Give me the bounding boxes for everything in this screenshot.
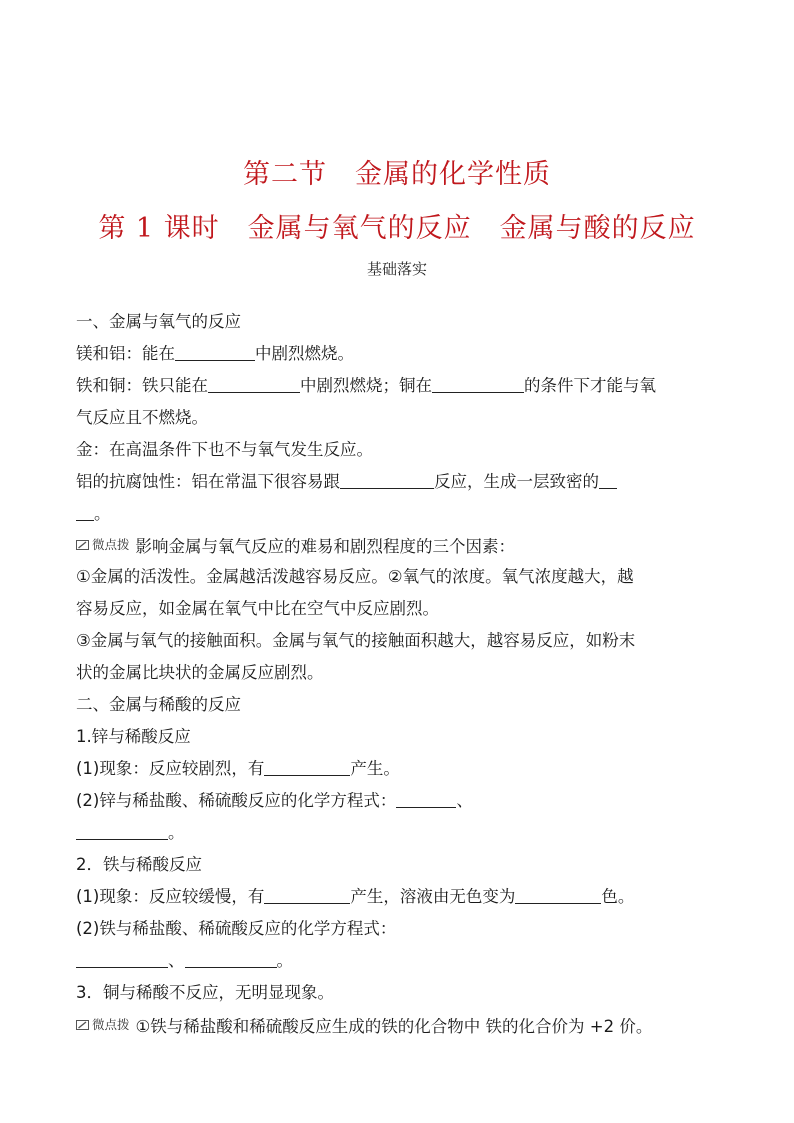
tip1-p1b: 容易反应，如金属在氧气中比在空气中反应剧烈。 — [76, 599, 439, 618]
iron-observation — [76, 886, 724, 908]
tip-badge — [76, 534, 130, 556]
answer-blank[interactable] — [396, 791, 456, 808]
mg-al-text-b: 中剧烈燃烧。 — [255, 344, 354, 363]
zinc-eq-text: (2)锌与稀盐酸、稀硫酸反应的化学方程式： — [76, 791, 397, 810]
tip-label: 微点拨 — [92, 537, 130, 552]
iron-obs-text-a: (1)现象：反应较缓慢，有 — [76, 887, 265, 906]
iron-eq-sep: 、 — [168, 951, 185, 970]
al-end: 。 — [94, 504, 111, 523]
lesson-title — [0, 206, 794, 245]
mg-al-line — [76, 343, 724, 365]
tip1-p1a: ①金属的活泼性。金属越活泼越容易反应。②氧气的浓度。氧气浓度越大，越 — [76, 567, 634, 586]
tip1-p2b: 状的金属比块状的金属反应剧烈。 — [76, 663, 324, 682]
answer-blank[interactable] — [76, 504, 94, 521]
al-line — [76, 471, 724, 493]
subtitle: 基础落实 — [366, 260, 427, 278]
zinc-title: 1.锌与稀酸反应 — [76, 727, 191, 746]
iron-title: 2．铁与稀酸反应 — [76, 855, 202, 874]
gold-line: 金：在高温条件下也不与氧气发生反应。 — [76, 440, 373, 459]
pencil-icon — [76, 1019, 90, 1031]
answer-blank[interactable] — [599, 472, 617, 489]
answer-blank[interactable] — [432, 376, 524, 393]
answer-blank[interactable] — [76, 951, 168, 968]
answer-blank[interactable] — [76, 823, 168, 840]
answer-blank[interactable] — [264, 759, 350, 776]
mg-al-text-a: 镁和铝：能在 — [76, 344, 175, 363]
answer-blank[interactable] — [175, 344, 255, 361]
tip2-text: ①铁与稀盐酸和稀硫酸反应生成的铁的化合物中 铁的化合价为 +2 价。 — [135, 1017, 653, 1036]
iron-obs-text-b: 产生，溶液由无色变为 — [350, 887, 516, 906]
al-text-a: 铝的抗腐蚀性：铝在常温下很容易跟 — [76, 472, 340, 491]
iron-equation-cont — [76, 950, 724, 972]
copper-line: 3．铜与稀酸不反应，无明显现象。 — [76, 983, 334, 1002]
zinc-obs-text-a: (1)现象：反应较剧烈，有 — [76, 759, 265, 778]
tip1-text: 影响金属与氧气反应的难易和剧烈程度的三个因素： — [135, 537, 516, 556]
answer-blank[interactable] — [185, 951, 277, 968]
fe-cu-line — [76, 375, 724, 397]
zinc-equation — [76, 790, 724, 812]
answer-blank[interactable] — [208, 376, 300, 393]
fe-cu-text-c: 的条件下才能与氧 — [524, 376, 656, 395]
zinc-observation — [76, 758, 724, 780]
zinc-eq-end: 。 — [168, 823, 185, 842]
fe-cu-line-cont: 气反应且不燃烧。 — [76, 408, 208, 427]
tip2-line — [76, 1014, 724, 1038]
zinc-eq-sep: 、 — [456, 791, 473, 810]
zinc-obs-text-b: 产生。 — [350, 759, 400, 778]
section-title: 第二节 金属的化学性质 — [243, 159, 551, 190]
section1-heading: 一、金属与氧气的反应 — [76, 312, 241, 331]
tip-badge — [76, 1014, 130, 1036]
answer-blank[interactable] — [264, 887, 350, 904]
lesson-number: 1 — [135, 213, 155, 244]
iron-equation: (2)铁与稀盐酸、稀硫酸反应的化学方程式： — [76, 919, 397, 938]
fe-cu-text-b: 中剧烈燃烧；铜在 — [300, 376, 432, 395]
zinc-equation-cont — [76, 822, 724, 844]
tip1-line — [76, 534, 724, 558]
tip-label: 微点拨 — [92, 1017, 130, 1032]
lesson-title-prefix: 第 — [98, 213, 127, 244]
tip1-p2a: ③金属与氧气的接触面积。金属与氧气的接触面积越大，越容易反应，如粉末 — [76, 631, 636, 650]
pencil-icon — [76, 539, 90, 551]
iron-obs-text-c: 色。 — [601, 887, 635, 906]
al-text-b: 反应，生成一层致密的 — [434, 472, 599, 491]
fe-cu-text-a: 铁和铜：铁只能在 — [76, 376, 208, 395]
lesson-title-suffix: 课时 金属与氧气的反应 金属与酸的反应 — [163, 213, 696, 244]
section2-heading: 二、金属与稀酸的反应 — [76, 695, 241, 714]
answer-blank[interactable] — [515, 887, 601, 904]
al-line-cont — [76, 503, 724, 525]
answer-blank[interactable] — [340, 472, 434, 489]
iron-eq-end: 。 — [276, 951, 293, 970]
